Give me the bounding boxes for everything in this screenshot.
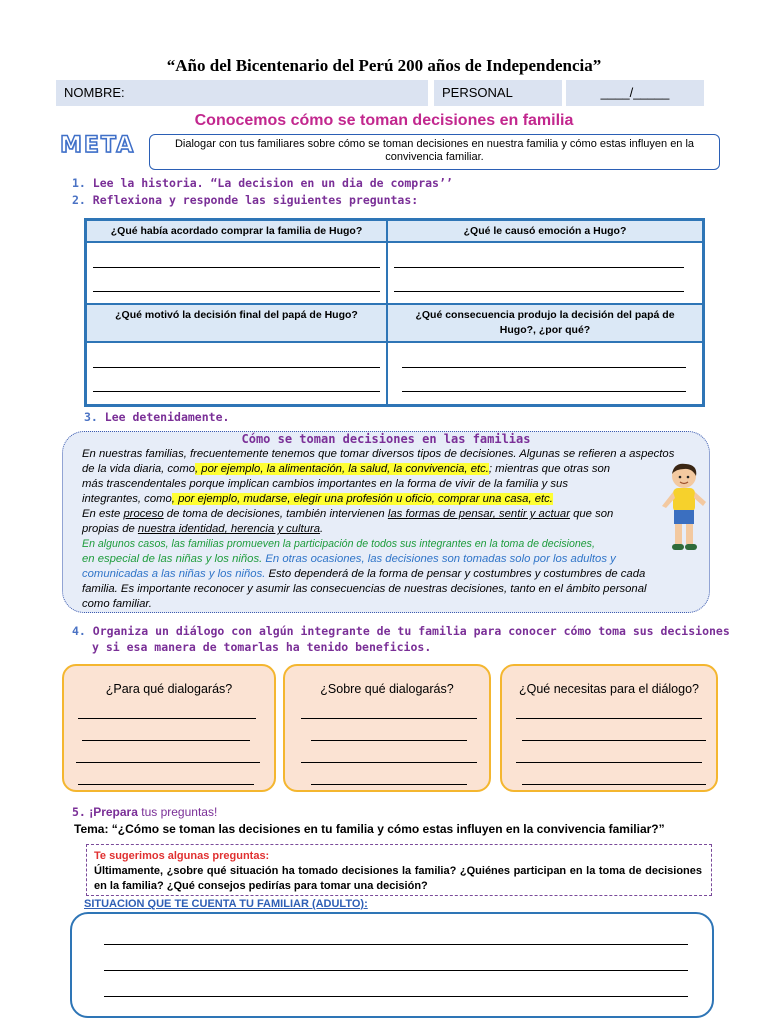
meta-text: Dialogar con tus familiares sobre cómo se toman decisiones en nuestra familia y cómo estas influyen en la convivencia familiar. [174,138,695,163]
step-3 [84,410,229,424]
reading-span: ; mientras que otras son [488,463,611,475]
reading-line [82,507,613,522]
step-2-number: 2. [72,193,86,207]
step-5 [72,805,217,819]
reading-line: como familiar. [82,598,152,610]
step-5-number: 5. [72,805,86,819]
sugerencias-title: Te sugerimos algunas preguntas: [94,850,270,862]
reading-span: comunicadas a las niñas y los niños. [82,568,266,580]
step-2-text: Reflexiona y responde las siguientes preguntas: [92,193,419,207]
reading-line [82,522,323,537]
fecha-label: ____/_____ [600,85,670,100]
underlined-text: nuestra identidad, herencia y cultura [137,523,321,535]
answer-line [311,740,467,741]
reading-span: En otras ocasiones, las decisiones son tomadas solo por los adultos y [265,553,616,565]
step-2 [72,193,418,207]
answer-line [394,267,684,268]
question-2-header [387,220,703,242]
nombre-field[interactable] [56,80,428,106]
reading-title: Cómo se toman decisiones en las familias [241,432,531,446]
main-heading: Conocemos cómo se toman decisiones en familia [194,112,574,129]
personal-field[interactable] [434,80,562,106]
box-que-necesitas-label: ¿Qué necesitas para el diálogo? [519,682,699,696]
answer-line [402,391,686,392]
personal-label: PERSONAL [442,85,513,100]
reading-line [82,552,616,567]
reading-span: integrantes, como [82,493,172,505]
situacion-label: SITUACION QUE TE CUENTA TU FAMILIAR (ADULTO): [84,898,368,910]
step-4-number: 4. [72,624,86,638]
situacion-box[interactable] [70,912,714,1018]
question-1-text: ¿Qué había acordado comprar la familia de Hugo? [110,225,363,237]
reading-line: En nuestras familias, frecuentemente tenemos que tomar diversos tipos de decisiones. Algunas se refieren a aspectos [82,448,675,460]
meta-box [149,134,720,170]
reading-span: de toma de decisiones, también intervienen [166,508,385,520]
answer-line [104,944,688,945]
highlighted-text: , por ejemplo, mudarse, elegir una profesión u oficio, comprar una casa, etc. [171,493,553,505]
step-4-line2: y si esa manera de tomarlas ha tenido beneficios. [92,640,432,654]
answer-line [311,784,467,785]
document-title: “Año del Bicentenario del Perú 200 años de Independencia” [166,56,602,75]
reading-span: Esto dependerá de la forma de pensar y costumbres y costumbres de cada [268,568,646,580]
box-para-que-label: ¿Para qué dialogarás? [105,682,233,696]
step-5-text-b: tus preguntas! [141,805,218,819]
answer-3-area[interactable] [86,342,387,405]
reading-line [82,567,645,582]
underlined-text: proceso [123,508,164,520]
answer-2-area[interactable] [387,242,703,304]
question-1-header [86,220,387,242]
box-para-que[interactable] [62,664,276,792]
boy-illustration [656,462,712,554]
answer-line [516,762,702,763]
question-4-line1: ¿Qué consecuencia produjo la decisión del papá de [415,309,675,321]
step-1-text: Lee la historia. “La decision en un dia de compras’’ [92,176,453,190]
step-3-text: Lee detenidamente. [104,410,230,424]
step-4-text: Organiza un diálogo con algún integrante de tu familia para conocer cómo toma sus decisiones [92,624,730,638]
reading-span: en especial de las niñas y los niños. [82,553,263,565]
highlighted-text: , por ejemplo, la alimentación, la salud, la convivencia, etc. [195,463,489,475]
answer-line [522,784,706,785]
reading-line [82,462,610,477]
reading-line: más trascendentales porque implican cambios importantes en la forma de vivir de la familia y sus [82,478,568,490]
answer-4-area[interactable] [387,342,703,405]
answer-line [522,740,706,741]
question-4-header [387,304,703,342]
answer-line [394,291,684,292]
step-1 [72,176,453,190]
answer-line [93,291,380,292]
nombre-label: NOMBRE: [64,85,125,100]
answer-line [93,267,380,268]
answer-line [93,367,380,368]
reading-span: En este [82,508,121,520]
answer-1-area[interactable] [86,242,387,304]
answer-line [93,391,380,392]
step-1-number: 1. [72,176,86,190]
reading-span: propias de [82,523,135,535]
answer-line [78,784,254,785]
sugerencias-text: Últimamente, ¿sobre qué situación ha tomado decisiones la familia? ¿Quiénes participan en la toma de decisiones en la familia? ¿Qué consejos pedirías para tomar una decisión? [94,865,702,892]
reading-span: de la vida diaria, como [82,463,196,475]
underlined-text: las formas de pensar, sentir y actuar [387,508,570,520]
reading-line: En algunos casos, las familias promueven la participación de todos sus integrantes en la toma de decisiones, [82,538,595,550]
question-4-line2: Hugo?, ¿por qué? [499,324,591,336]
meta-logo: META [60,133,136,158]
answer-line [76,762,260,763]
reading-span: . [320,523,324,535]
step-3-number: 3. [84,410,98,424]
questions-table [84,218,705,407]
answer-line [104,970,688,971]
question-2-text: ¿Qué le causó emoción a Hugo? [463,225,627,237]
box-que-necesitas[interactable] [500,664,718,792]
box-sobre-que-label: ¿Sobre qué dialogarás? [320,682,454,696]
question-3-text: ¿Qué motivó la decisión final del papá de Hugo? [115,309,358,321]
box-sobre-que[interactable] [283,664,491,792]
answer-line [78,718,256,719]
tema-text: Tema: “¿Cómo se toman las decisiones en tu familia y cómo estas influyen en la convivencia familiar?” [74,822,665,836]
step-5-text-a: ¡Prepara [89,805,138,819]
answer-line [301,718,477,719]
reading-line: familia. Es importante reconocer y asumir las consecuencias de nuestras decisiones, tanto en el ámbito personal [82,583,647,595]
answer-line [402,367,686,368]
answer-line [104,996,688,997]
answer-line [516,718,702,719]
reading-span: que son [573,508,614,520]
fecha-field[interactable] [566,80,704,106]
reading-line [82,492,553,507]
step-4-line1 [72,624,730,638]
answer-line [301,762,477,763]
question-3-header [86,304,387,342]
answer-line [82,740,250,741]
